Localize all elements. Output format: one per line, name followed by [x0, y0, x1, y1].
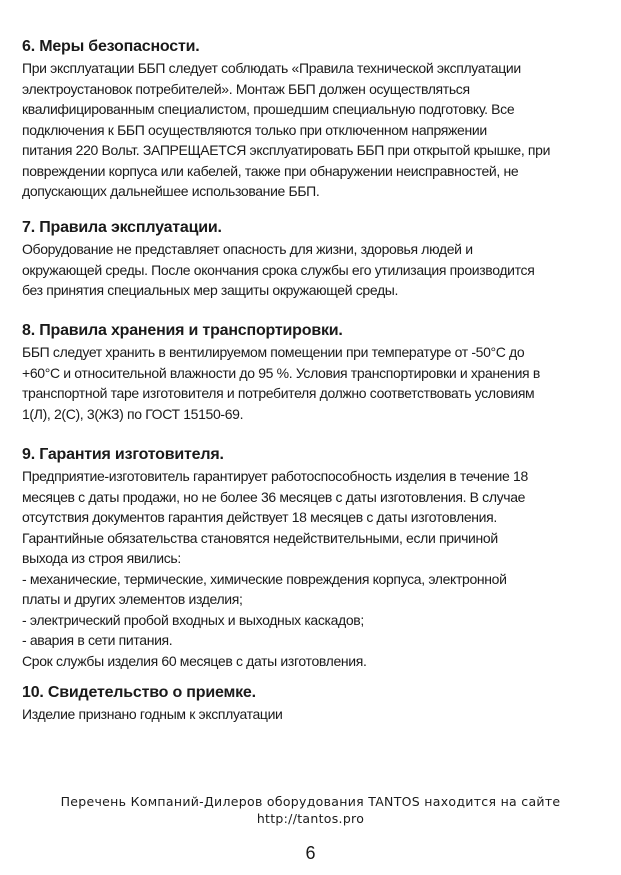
section-storage [22, 321, 602, 424]
section-heading: 10. Свидетельство о приемке. [22, 684, 256, 701]
section-body: Изделие признано годным к эксплуатации [22, 706, 283, 722]
section-body: ББП следует хранить в вентилируемом помещении при температуре от -50°С до +60°С и относительной влажности до 95 %. Условия транспортировки и хранения в транспортной таре изготовителя и потребителя должно соответствовать условиям 1(Л), 2(С), 3(ЖЗ) по ГОСТ 15150-69. [22, 344, 540, 422]
dealer-site-link[interactable]: http://tantos.pro [256, 811, 365, 826]
section-warranty [22, 445, 602, 671]
section-body: Предприятие-изготовитель гарантирует работоспособность изделия в течение 18 месяцев с даты продажи, но не более 36 месяцев с даты изготовления. В случае отсутствия документов гарантия действует 18 месяцев с даты изготовления. Гарантийные обязательства становятся недействительными, если причиной выхода из строя явились: - механические, термические, химические повреждения корпуса, электронной платы и других элементов изделия; - электрический пробой входных и выходных каскадов; - авария в сети питания. Срок службы изделия 60 месяцев с даты изготовления. [22, 468, 528, 669]
section-heading: 8. Правила хранения и транспортировки. [22, 322, 343, 339]
section-operation [22, 218, 602, 301]
section-acceptance [22, 683, 602, 725]
section-body: При эксплуатации ББП следует соблюдать «Правила технической эксплуатации электроустановок потребителей». Монтаж ББП должен осуществляться квалифицированным специалистом, прошедшим специальную подготовку. Все подключения к ББП осуществляются только при отключенном напряжении питания 220 Вольт. ЗАПРЕЩАЕТСЯ эксплуатировать ББП при открытой крышке, при повреждении корпуса или кабелей, также при обнаружении неисправностей, не допускающих дальнейшее использование ББП. [22, 60, 551, 199]
section-body: Оборудование не представляет опасность для жизни, здоровья людей и окружающей среды. После окончания срока службы его утилизация производится без принятия специальных мер защиты окружающей среды. [22, 241, 535, 298]
section-heading: 6. Меры безопасности. [22, 38, 200, 55]
dealer-note-text: Перечень Компаний-Дилеров оборудования TANTOS находится на сайте [60, 794, 561, 809]
section-heading: 7. Правила эксплуатации. [22, 219, 222, 236]
page-number: 6 [305, 843, 316, 863]
dealer-note [0, 793, 621, 827]
section-safety [22, 37, 602, 202]
section-heading: 9. Гарантия изготовителя. [22, 446, 224, 463]
